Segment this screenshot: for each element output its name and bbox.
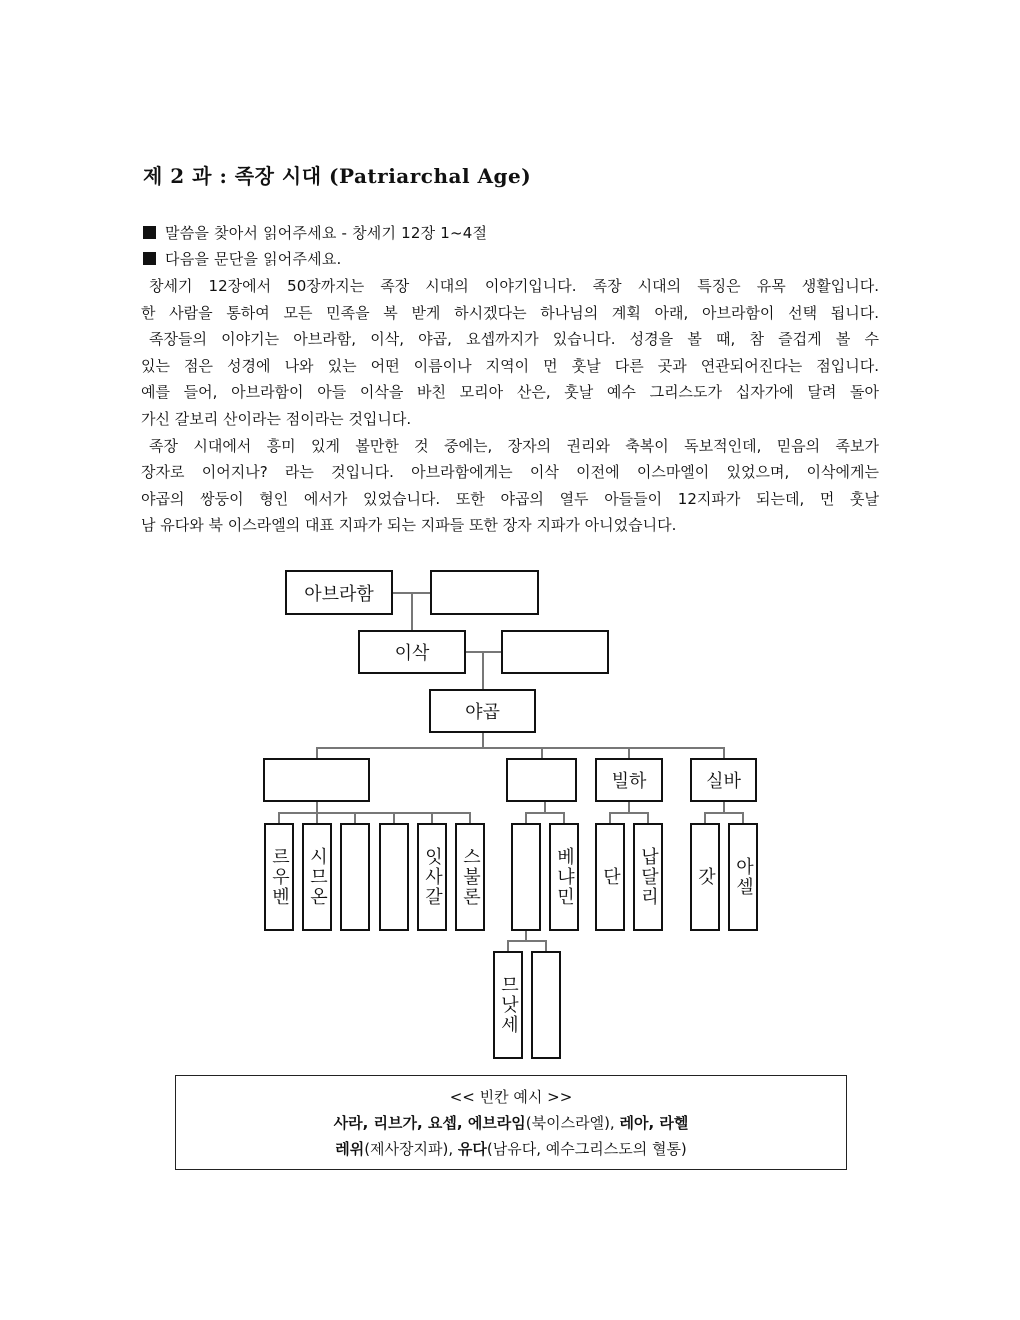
lesson-title: 제 2 과 : 족장 시대 (Patriarchal Age) <box>143 164 532 188</box>
paragraph-line: 남 유다와 북 이스라엘의 대표 지파가 되는 지파들 또한 장자 지파가 아니었습니다. <box>141 516 677 535</box>
square-bullet-icon <box>143 252 156 265</box>
node-isaac-wife-blank[interactable] <box>501 630 609 674</box>
node-naphtali <box>633 823 663 931</box>
examples-line-1 <box>176 1110 846 1136</box>
connector <box>723 747 725 758</box>
connector <box>563 812 565 823</box>
paragraph-line: 가신 갈보리 산이라는 점이라는 것입니다. <box>141 409 412 428</box>
node-wife-2-blank[interactable] <box>506 758 577 802</box>
connector <box>545 940 547 951</box>
body-paragraph <box>141 273 879 539</box>
example-note: (남유다, 예수그리스도의 혈통) <box>486 1140 687 1158</box>
paragraph-line: 족장 시대에서 흥미 있게 볼만한 것 중에는, 장자의 권리와 축복이 독보적인데, 믿음의 족보가 <box>149 436 879 455</box>
node-reuben <box>264 823 294 931</box>
node-label: 시므온 <box>307 847 328 907</box>
node-label: 야곱 <box>465 702 500 723</box>
node-son-blank-2[interactable] <box>379 823 409 931</box>
connector <box>393 812 395 823</box>
node-zebulun <box>455 823 485 931</box>
node-simeon <box>302 823 332 931</box>
connector <box>482 651 484 689</box>
bullet-read-scripture <box>143 222 487 243</box>
node-bilhah <box>595 758 663 802</box>
node-label: 아브라함 <box>304 583 374 605</box>
node-isaac <box>358 630 466 674</box>
connector <box>742 812 744 823</box>
paragraph-line: 창세기 12장에서 50장까지는 족장 시대의 이야기입니다. 족장 시대의 특징은 유목 생활입니다. <box>149 277 879 295</box>
node-benjamin <box>549 823 579 931</box>
node-label: 므낫세 <box>498 975 519 1035</box>
connector <box>466 651 501 653</box>
connector <box>278 812 280 823</box>
connector <box>541 747 543 758</box>
node-label: 베냐민 <box>554 847 575 907</box>
node-jacob <box>429 689 536 733</box>
paragraph-line: 한 사람을 통하여 모든 민족을 복 받게 하시겠다는 하나님의 계획 아래, 아브라함이 선택 됩니다. <box>141 303 879 322</box>
node-grandson-blank[interactable] <box>531 951 561 1059</box>
example-answer: 레위 <box>335 1140 365 1158</box>
node-gad <box>690 823 720 931</box>
node-label: 갓 <box>695 867 716 887</box>
node-abraham <box>285 570 393 615</box>
connector <box>647 812 649 823</box>
node-wife-1-blank[interactable] <box>263 758 370 802</box>
connector <box>704 812 742 814</box>
bullet-text: 말씀을 찾아서 읽어주세요 - 창세기 12장 1~4절 <box>165 224 488 242</box>
connector <box>609 812 611 823</box>
connector <box>316 747 724 749</box>
examples-heading: << 빈칸 예시 >> <box>449 1088 573 1106</box>
connector <box>628 747 630 758</box>
connector <box>609 812 647 814</box>
example-note: (제사장지파), <box>364 1140 458 1158</box>
node-label: 아셀 <box>733 857 754 897</box>
paragraph-line: 족장들의 이야기는 아브라함, 이삭, 야곱, 요셉까지가 있습니다. 성경을 볼 때, 참 즐겁게 볼 수 <box>149 330 879 349</box>
square-bullet-icon <box>143 226 156 239</box>
node-label: 실바 <box>706 771 741 792</box>
connector <box>354 812 356 823</box>
node-label: 빌하 <box>611 771 647 792</box>
connector <box>507 940 509 951</box>
node-zilpah <box>690 758 757 802</box>
blank-examples-box <box>175 1075 847 1170</box>
node-label: 이삭 <box>394 643 430 664</box>
connector <box>704 812 706 823</box>
node-son-blank-3[interactable] <box>511 823 541 931</box>
paragraph-line: 있는 점은 성경에 나와 있는 어떤 이름이나 지역이 먼 훗날 다른 곳과 연관되어진다는 점입니다. <box>141 356 879 375</box>
examples-line-2 <box>176 1136 846 1162</box>
example-answer: 레아, 라헬 <box>619 1114 689 1132</box>
connector <box>316 747 318 758</box>
node-son-blank-1[interactable] <box>340 823 370 931</box>
connector <box>525 812 527 823</box>
paragraph-line: 야곱의 쌍둥이 형인 에서가 있었습니다. 또한 야곱의 열두 아들들이 12지파가 되는데, 먼 훗날 <box>141 489 879 508</box>
node-label: 르우벤 <box>269 847 290 907</box>
connector <box>525 812 563 814</box>
node-dan <box>595 823 625 931</box>
node-label: 납달리 <box>638 847 659 907</box>
bullet-read-paragraph <box>143 248 342 269</box>
example-note: (북이스라엘), <box>525 1114 620 1132</box>
node-label: 스불론 <box>460 847 481 907</box>
connector <box>278 812 470 814</box>
node-abraham-wife-blank[interactable] <box>430 570 539 615</box>
connector <box>469 812 471 823</box>
node-label: 단 <box>600 867 621 887</box>
paragraph-line: 예를 들어, 아브라함이 아들 이삭을 바친 모리아 산은, 훗날 예수 그리스도가 십자가에 달려 돌아 <box>141 383 879 402</box>
connector <box>507 940 545 942</box>
paragraph-line: 장자로 이어지나? 라는 것입니다. 아브라함에게는 이삭 이전에 이스마엘이 있었으며, 이삭에게는 <box>141 463 879 482</box>
node-manasseh <box>493 951 523 1059</box>
bullet-text: 다음을 문단을 읽어주세요. <box>165 250 342 268</box>
node-asher <box>728 823 758 931</box>
connector <box>411 592 413 630</box>
connector <box>482 732 484 748</box>
connector <box>316 812 318 823</box>
connector <box>431 812 433 823</box>
node-issachar <box>417 823 447 931</box>
example-answer: 사라, 리브가, 요셉, 에브라임 <box>333 1114 526 1132</box>
example-answer: 유다 <box>457 1140 487 1158</box>
node-label: 잇사갈 <box>422 847 443 907</box>
